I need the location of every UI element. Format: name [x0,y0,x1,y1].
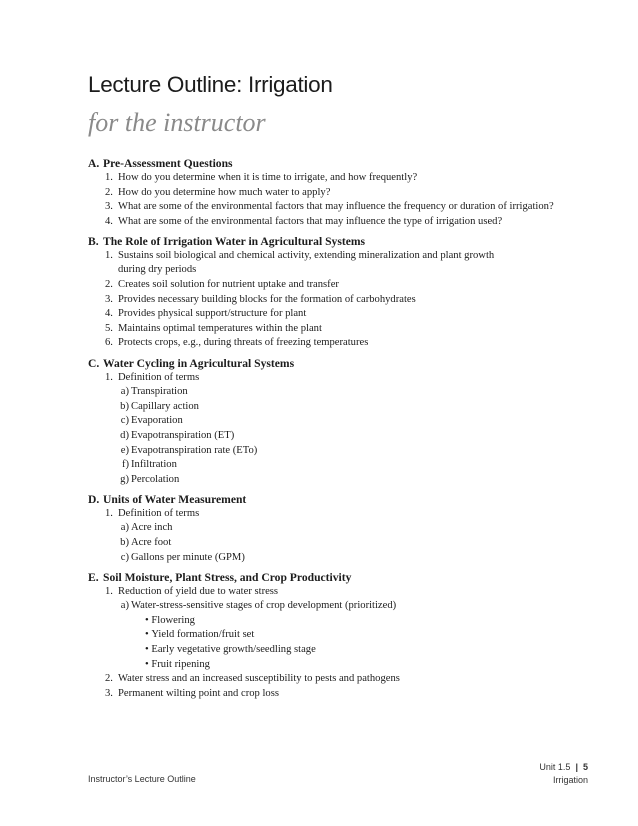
page-subtitle: for the instructor [88,108,266,137]
list-item [88,171,600,186]
list-item [88,307,600,322]
sub-letter: c) [120,551,129,563]
sub-letter: b) [120,536,129,548]
sub-letter: a) [120,600,129,612]
item-text: Reduction of yield due to water stress [118,585,279,597]
item-text: How do you determine how much water to apply? [118,186,331,198]
item-number: 1. [105,371,113,383]
sub-letter: c) [120,415,129,427]
sub-item [88,536,600,551]
section-letter: E. [88,570,99,584]
footer-unit-line [539,761,588,774]
item-number: 4. [105,215,113,227]
item-text: Water stress and an increased susceptibility to pests and pathogens [118,673,400,685]
item-text: Provides necessary building blocks for the formation of carbohydrates [118,293,416,305]
list-item [88,200,600,215]
sub-text: Percolation [131,473,180,485]
list-item [88,322,600,337]
list-item [88,336,600,351]
list-item [88,293,600,308]
item-text: Definition of terms [118,507,200,519]
sub-text: Transpiration [131,386,188,398]
sub-item [88,521,600,536]
footer-topic: Irrigation [552,775,588,785]
item-number: 1. [105,172,113,183]
sub-letter: e) [120,444,129,456]
sub-letter: a) [120,386,129,398]
sub-letter: d) [120,429,129,441]
list-item [88,186,600,201]
sub-text: Evapotranspiration (ET) [131,429,235,441]
section-title: Water Cycling in Agricultural Systems [103,356,295,370]
bullet-text: Fruit ripening [151,658,210,670]
bullet-icon: • [145,614,152,626]
bullet-text: Early vegetative growth/seedling stage [151,644,316,656]
section-title: Soil Moisture, Plant Stress, and Crop Productivity [103,570,352,584]
section-letter: D. [88,492,100,506]
bullet-item [88,658,600,673]
sub-item [88,385,600,400]
item-text: How do you determine when it is time to irrigate, and how frequently? [118,172,418,183]
section-letter: B. [88,234,99,248]
section-heading [88,570,600,585]
item-text: Permanent wilting point and crop loss [118,687,279,699]
item-text: Sustains soil biological and chemical activity, extending mineralization and plant growth during dry periods [118,249,495,276]
sub-item [88,599,600,614]
sub-text: Infiltration [131,459,177,471]
sub-item [88,414,600,429]
sub-text: Capillary action [131,400,199,412]
item-number: 1. [105,585,113,597]
sub-letter: f) [121,459,129,471]
section-title: The Role of Irrigation Water in Agricultural Systems [103,234,366,248]
bullet-icon: • [145,629,152,641]
bullet-item [88,614,600,629]
sub-item [88,400,600,415]
bullet-icon: • [145,644,152,656]
item-number: 6. [105,337,113,349]
sub-item [88,444,600,459]
section-heading [88,234,600,249]
bullet-item [88,643,600,658]
sub-letter: a) [120,522,129,534]
bullet-icon: • [145,658,152,670]
list-item [88,278,600,293]
section-heading [88,156,600,171]
bullet-text: Yield formation/fruit set [151,629,255,641]
item-number: 2. [105,279,113,291]
item-text: Definition of terms [118,371,200,383]
footer-right [539,761,588,787]
item-number: 1. [105,507,113,519]
section-title: Units of Water Measurement [103,492,247,506]
item-text: Provides physical support/structure for plant [118,308,307,320]
item-text: Creates soil solution for nutrient uptake and transfer [118,279,339,291]
footer-left-label: Instructor’s Lecture Outline [88,774,196,784]
sub-letter: g) [120,473,129,485]
list-item [88,371,600,386]
item-number: 2. [105,673,113,685]
item-number: 1. [105,249,113,261]
sub-text: Acre inch [131,522,173,534]
sub-text: Evaporation [131,415,183,427]
section-letter: C. [88,356,100,370]
item-number: 3. [105,201,113,213]
sub-text: Gallons per minute (GPM) [131,551,245,563]
item-text: Protects crops, e.g., during threats of freezing temperatures [118,337,369,349]
lecture-outline [88,156,600,701]
list-item [88,672,600,687]
sub-letter: b) [120,400,129,412]
list-item [88,215,600,230]
section-heading [88,492,600,507]
sub-item [88,551,600,566]
sub-text: Acre foot [131,536,172,548]
sub-item [88,429,600,444]
sub-item [88,458,600,473]
list-item [88,507,600,522]
item-text: Maintains optimal temperatures within the plant [118,322,322,334]
sub-text: Evapotranspiration rate (ETo) [131,444,258,456]
item-number: 4. [105,308,113,320]
section-title: Pre-Assessment Questions [103,157,233,170]
section-letter: A. [88,157,100,170]
item-number: 5. [105,322,113,334]
item-text: What are some of the environmental factors that may influence the frequency or duration of irrigation? [118,201,554,213]
sub-item [88,473,600,488]
bullet-item [88,628,600,643]
section-heading [88,356,600,371]
sub-text: Water-stress-sensitive stages of crop development (prioritized) [131,600,397,612]
page-title: Lecture Outline: Irrigation [88,72,333,97]
bullet-text: Flowering [151,614,195,626]
item-text: What are some of the environmental factors that may influence the type of irrigation used? [118,215,503,227]
footer-unit: Unit 1.5 [539,762,571,772]
footer-separator: | [575,762,578,772]
item-number: 3. [105,687,113,699]
list-item [88,585,600,600]
list-item [88,687,600,702]
list-item [88,249,518,278]
page-number: 5 [582,762,588,772]
item-number: 2. [105,186,113,198]
item-number: 3. [105,293,113,305]
